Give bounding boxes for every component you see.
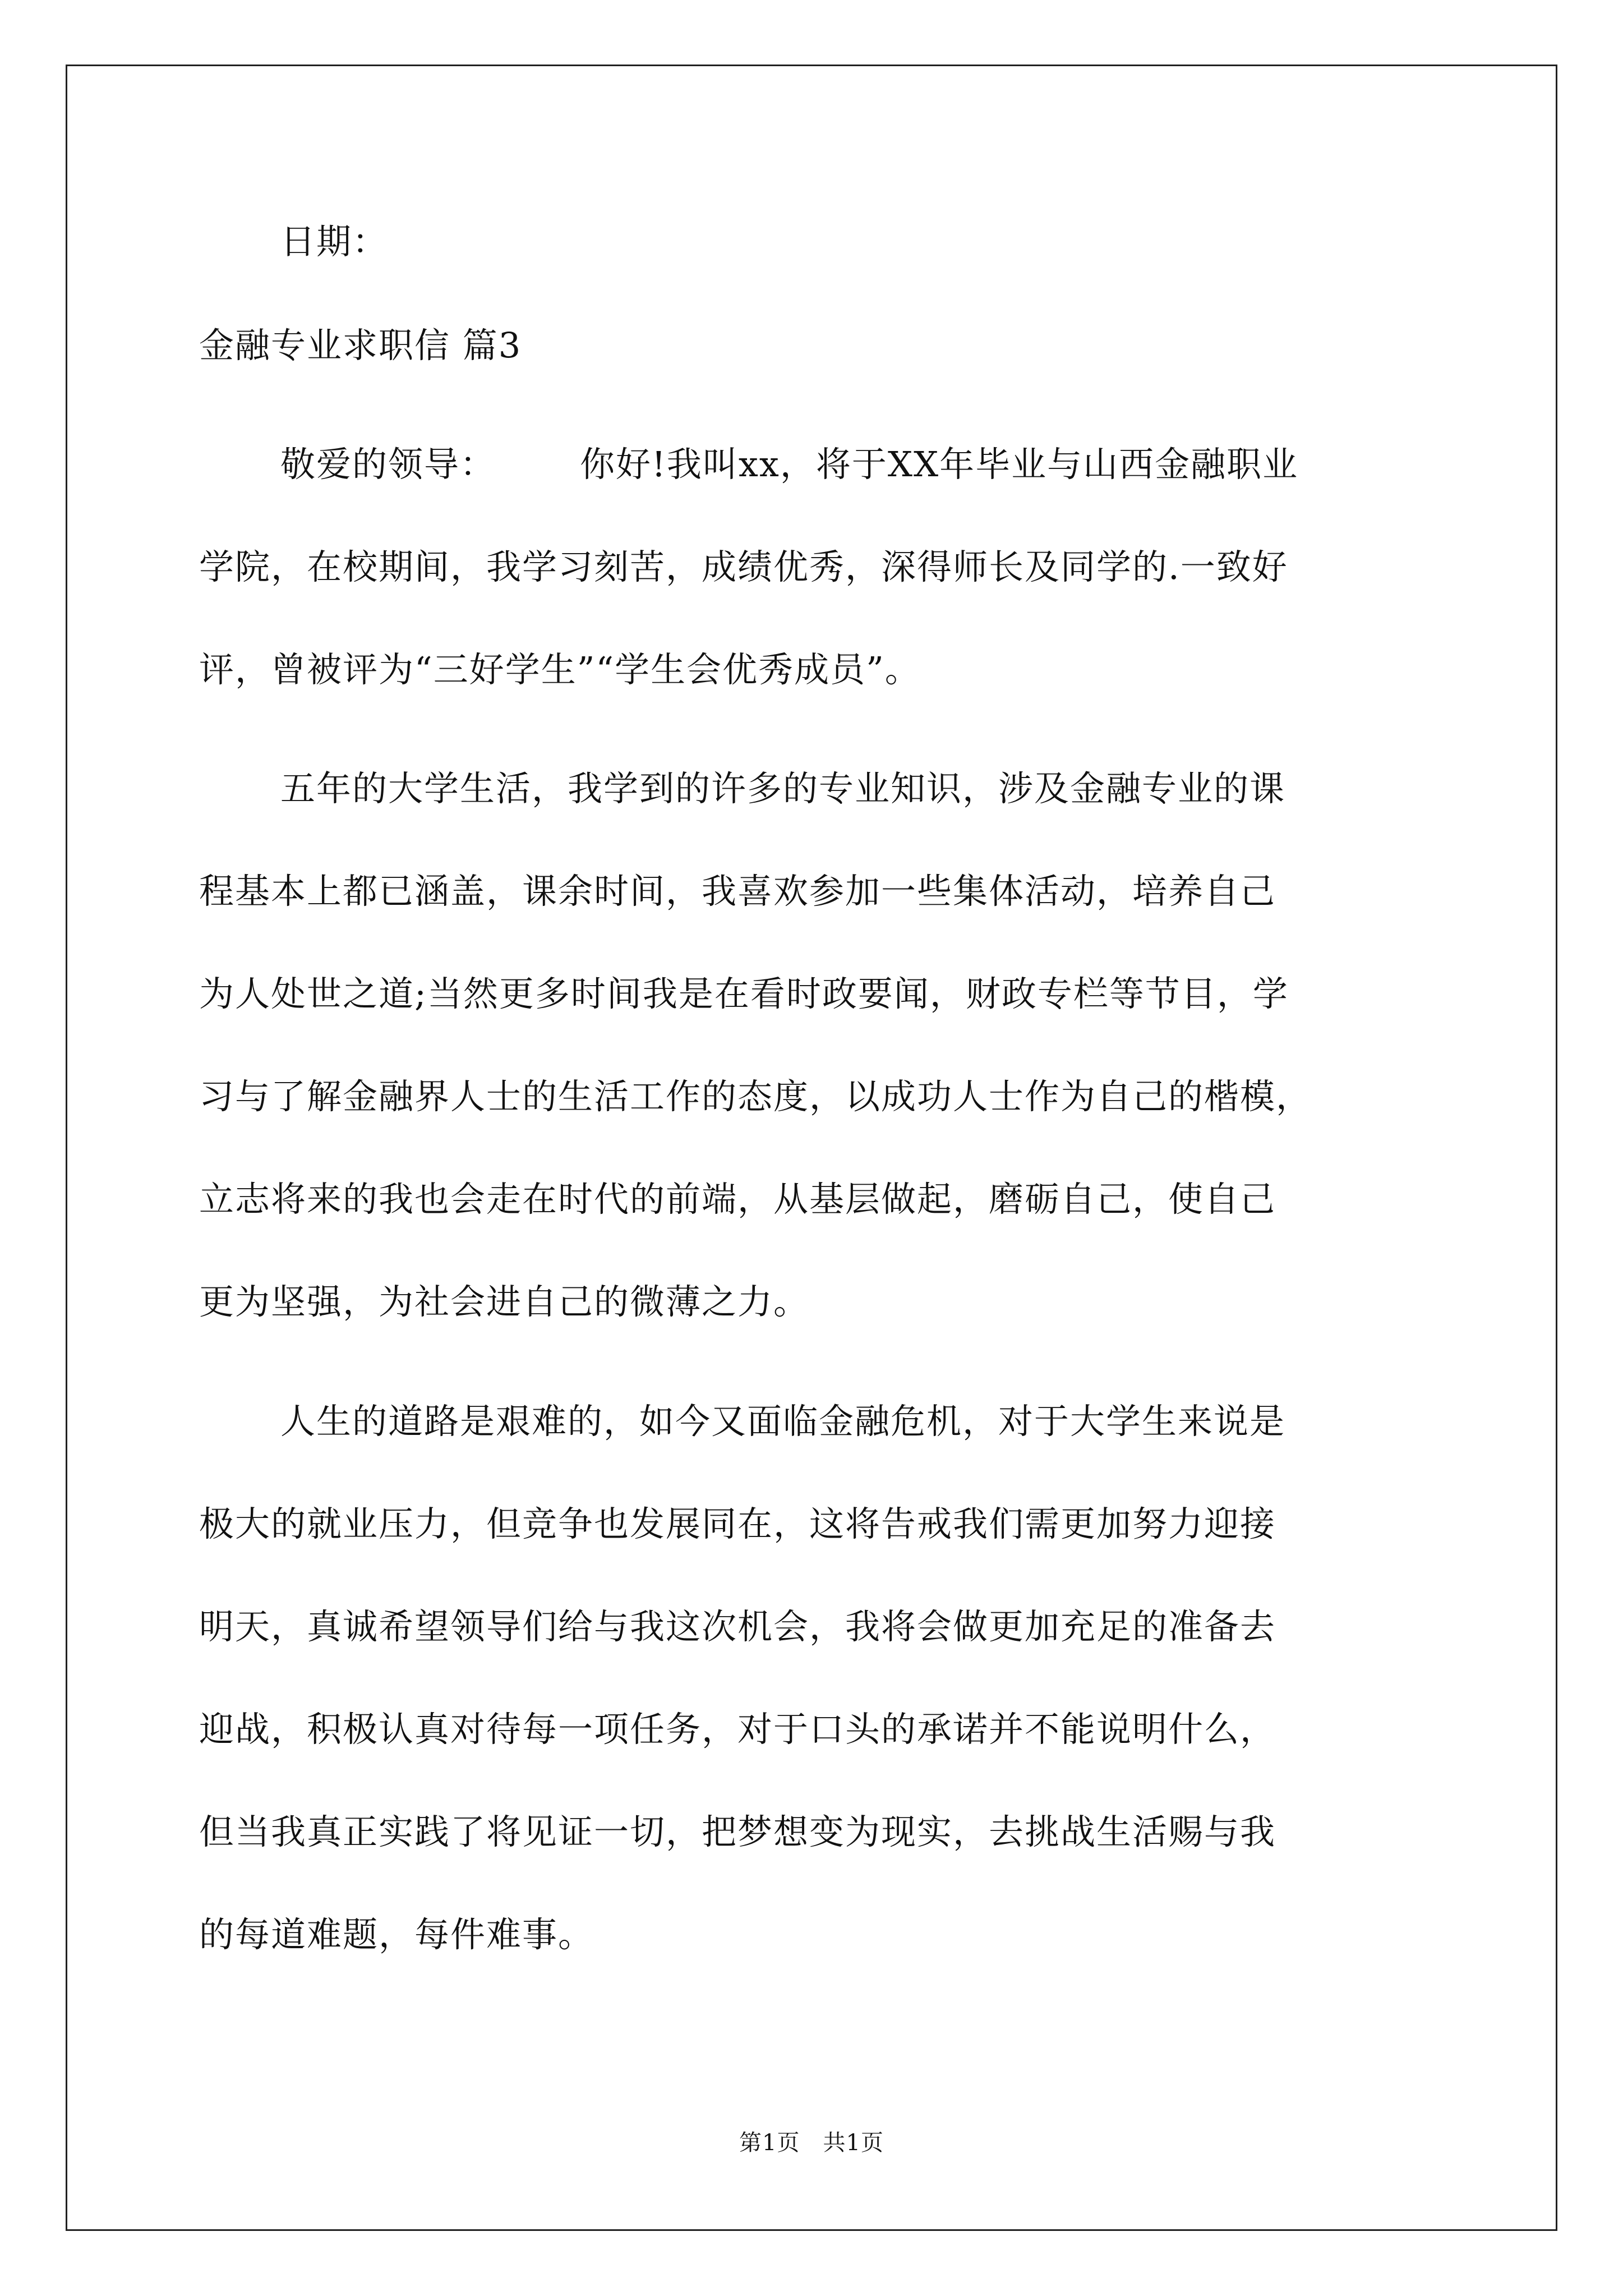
- paragraph-2-line-2: 程基本上都已涵盖，课余时间，我喜欢参加一些集体活动，培养自己: [199, 871, 1276, 912]
- paragraph-3-line-2: 极大的就业压力，但竞争也发展同在，这将告戒我们需更加努力迎接: [199, 1503, 1276, 1544]
- paragraph-2-line-3: 为人处世之道;当然更多时间我是在看时政要闻，财政专栏等节目，学: [199, 973, 1289, 1014]
- paragraph-2-line-6: 更为坚强，为社会进自己的微薄之力。: [199, 1281, 810, 1322]
- date-label: 日期：: [280, 221, 389, 262]
- paragraph-2-line-4: 习与了解金融界人士的生活工作的态度，以成功人士作为自己的楷模，: [199, 1076, 1312, 1117]
- paragraph-3-line-3: 明天，真诚希望领导们给与我这次机会，我将会做更加充足的准备去: [199, 1606, 1276, 1647]
- paragraph-1-line-3: 评，曾被评为“三好学生”“学生会优秀成员”。: [199, 649, 921, 690]
- paragraph-1-line-1: 你好!我叫xx，将于XX年毕业与山西金融职业: [580, 444, 1299, 485]
- salutation-line: [280, 444, 1299, 485]
- paragraph-2-line-1: 五年的大学生活，我学到的许多的专业知识，涉及金融专业的课: [280, 768, 1286, 809]
- document-heading: 金融专业求职信 篇3: [199, 325, 522, 366]
- paragraph-3-line-5: 但当我真正实践了将见证一切，把梦想变为现实，去挑战生活赐与我: [199, 1811, 1276, 1852]
- paragraph-2-line-5: 立志将来的我也会走在时代的前端，从基层做起，磨砺自己，使自己: [199, 1179, 1276, 1220]
- page-border: [66, 65, 1557, 2231]
- page-number-footer: 第1页 共1页: [739, 2130, 884, 2156]
- paragraph-3-line-1: 人生的道路是艰难的，如今又面临金融危机，对于大学生来说是: [280, 1401, 1286, 1442]
- paragraph-1-line-2: 学院，在校期间，我学习刻苦，成绩优秀，深得师长及同学的.一致好: [199, 546, 1288, 587]
- paragraph-3-line-6: 的每道难题，每件难事。: [199, 1914, 594, 1955]
- salutation: 敬爱的领导：: [280, 444, 496, 485]
- paragraph-3-line-4: 迎战，积极认真对待每一项任务，对于口头的承诺并不能说明什么，: [199, 1709, 1276, 1750]
